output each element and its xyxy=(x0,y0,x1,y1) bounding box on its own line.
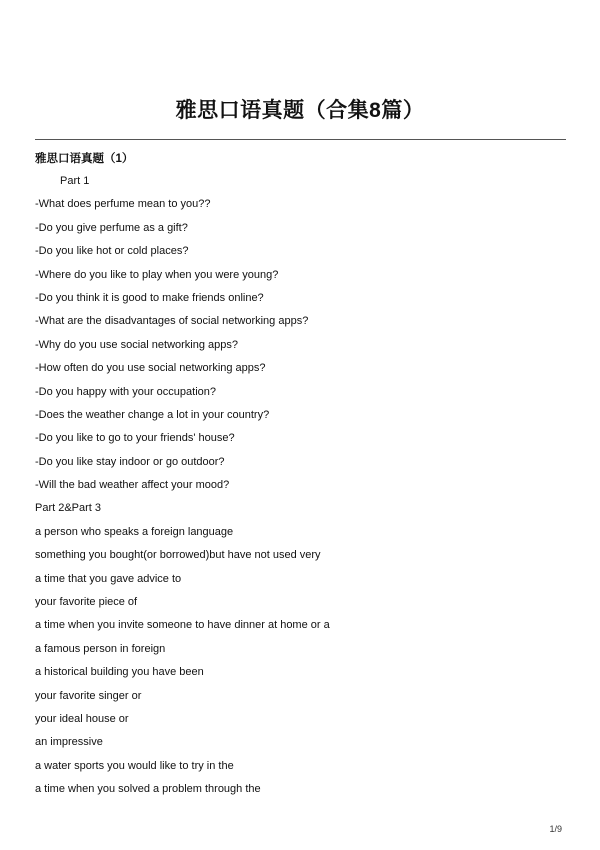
part1-question: -Does the weather change a lot in your country? xyxy=(35,408,270,421)
part1-label: Part 1 xyxy=(60,175,90,187)
title-divider xyxy=(35,139,566,140)
page-number: 1/9 xyxy=(549,824,562,834)
part1-question: -Do you like to go to your friends' house? xyxy=(35,432,235,445)
part1-question: -Do you happy with your occupation? xyxy=(35,385,216,398)
part23-topic: a time when you invite someone to have dinner at home or a xyxy=(35,619,330,632)
part23-topic: your favorite piece of xyxy=(35,596,138,609)
part1-question: -How often do you use social networking apps? xyxy=(35,362,266,375)
part1-question: -Where do you like to play when you were young? xyxy=(35,268,279,281)
part23-topic: something you bought(or borrowed)but have not used very xyxy=(35,549,321,562)
part1-question: -Do you like hot or cold places? xyxy=(35,245,189,258)
part1-question: -Do you give perfume as a gift? xyxy=(35,221,188,234)
part23-topic: a time that you gave advice to xyxy=(35,572,182,585)
part23-topic: an impressive xyxy=(35,736,103,749)
part1-question: -Do you like stay indoor or go outdoor? xyxy=(35,455,225,468)
part23-topic: a water sports you would like to try in the xyxy=(35,759,234,772)
part23-topic: a time when you solved a problem through the xyxy=(35,783,261,796)
section-heading: 雅思口语真题（1） xyxy=(35,153,134,165)
part1-question: -What are the disadvantages of social networking apps? xyxy=(35,315,309,328)
document-title: 雅思口语真题（合集8篇） xyxy=(175,99,425,122)
part23-topic: a person who speaks a foreign language xyxy=(35,525,234,538)
part1-question: -Do you think it is good to make friends online? xyxy=(35,291,264,304)
part23-topic: your ideal house or xyxy=(35,712,129,725)
part23-topic: a famous person in foreign xyxy=(35,642,166,655)
part23-label: Part 2&Part 3 xyxy=(35,502,102,515)
part23-topic: your favorite singer or xyxy=(35,689,142,702)
part23-topic: a historical building you have been xyxy=(35,666,204,679)
document-body xyxy=(35,174,575,806)
part1-question: -Will the bad weather affect your mood? xyxy=(35,479,230,492)
part1-question: -Why do you use social networking apps? xyxy=(35,338,238,351)
part1-question: -What does perfume mean to you?? xyxy=(35,198,211,211)
